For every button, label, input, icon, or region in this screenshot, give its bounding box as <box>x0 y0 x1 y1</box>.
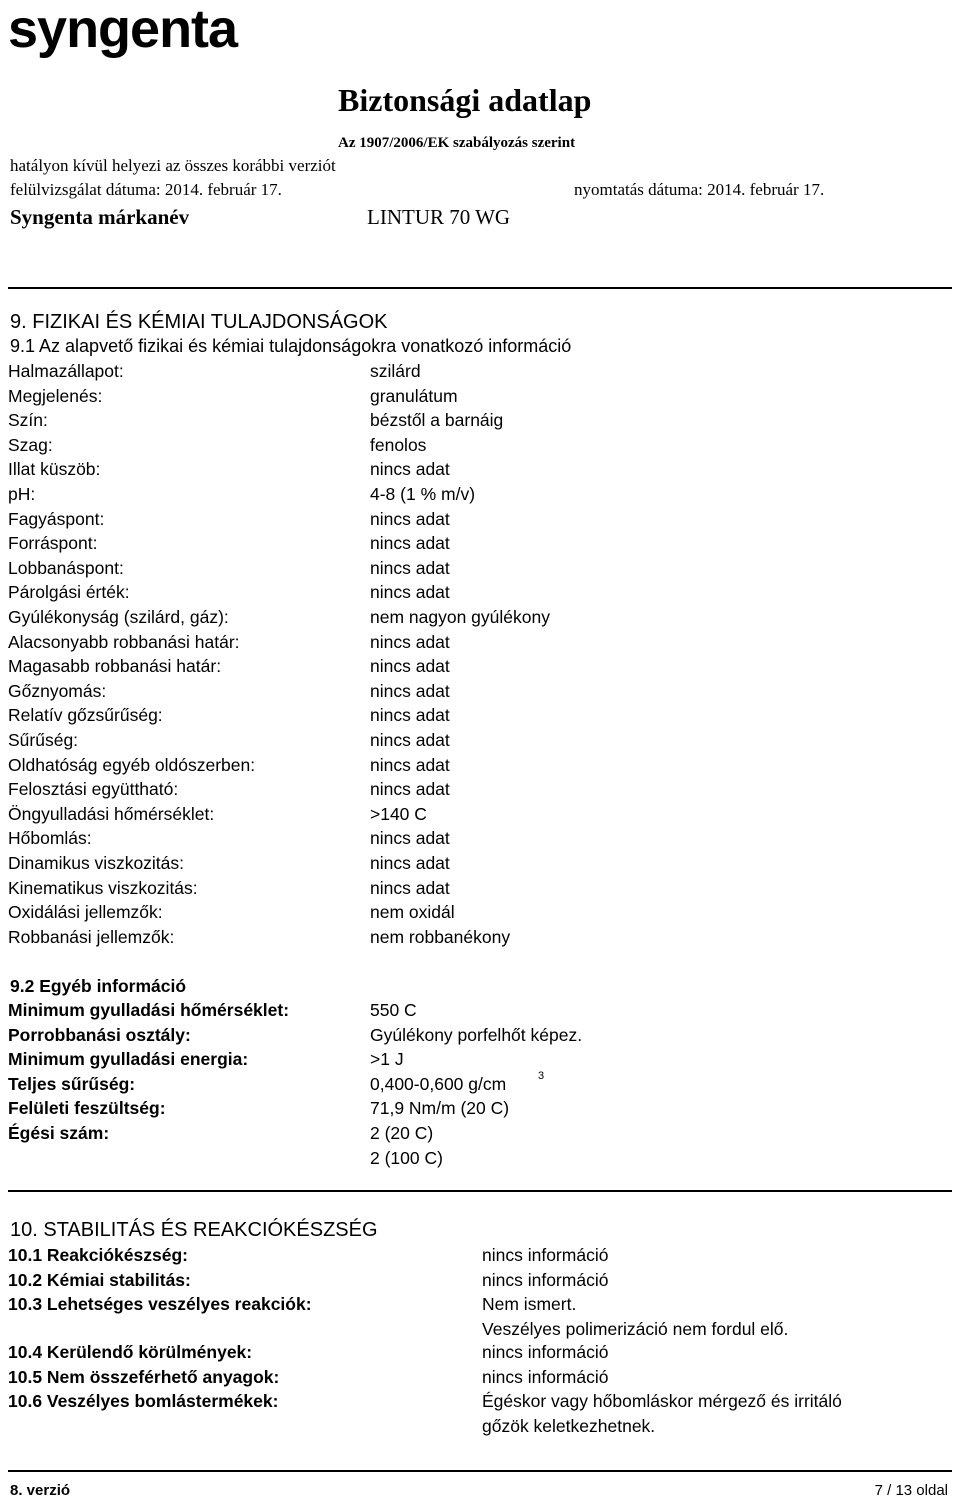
property-label: Felosztási együttható: <box>8 779 179 800</box>
stability-row <box>8 1245 948 1269</box>
property-label: Alacsonyabb robbanási határ: <box>8 631 240 652</box>
property-value: 550 C <box>370 1000 417 1020</box>
product-name: LINTUR 70 WG <box>367 205 511 229</box>
property-value: nincs adat <box>370 828 450 849</box>
property-label: Szag: <box>8 434 53 455</box>
property-label: Öngyulladási hőmérséklet: <box>8 803 215 824</box>
syngenta-logo: syngenta <box>8 0 238 59</box>
other-info-row <box>8 1025 948 1049</box>
property-row <box>8 902 948 926</box>
property-label: Fagyáspont: <box>8 508 105 529</box>
property-value: nincs adat <box>370 877 450 898</box>
property-label: Megjelenés: <box>8 385 103 406</box>
property-label: Robbanási jellemzők: <box>8 926 175 947</box>
property-row <box>8 361 948 385</box>
other-info-row <box>8 1000 948 1024</box>
section-divider <box>8 1190 952 1192</box>
property-value: nincs adat <box>370 680 450 701</box>
regulation-reference: Az 1907/2006/EK szabályozás szerint <box>338 135 576 151</box>
property-label: pH: <box>8 484 36 504</box>
other-info-row <box>8 1069 948 1098</box>
property-label: 10.1 Reakciókészség: <box>8 1245 188 1265</box>
property-row <box>8 730 948 754</box>
other-info-row <box>8 1098 948 1122</box>
section-9-title: 9. FIZIKAI ÉS KÉMIAI TULAJDONSÁGOK <box>10 311 388 333</box>
property-value: Nem ismert. <box>482 1294 577 1314</box>
property-value: 4-8 (1 % m/v) <box>370 484 476 504</box>
property-label: 10.4 Kerülendő körülmények: <box>8 1342 253 1362</box>
property-value: nem robbanékony <box>370 926 511 947</box>
property-row <box>8 705 948 729</box>
property-label: Felületi feszültség: <box>8 1098 166 1119</box>
property-label: Hőbomlás: <box>8 828 92 849</box>
property-label: Kinematikus viszkozitás: <box>8 877 198 898</box>
property-label: Teljes sűrűség: <box>8 1073 136 1094</box>
property-row <box>8 558 948 582</box>
property-label: Párolgási érték: <box>8 582 130 603</box>
property-label: Relatív gőzsűrűség: <box>8 705 163 726</box>
property-value: nincs adat <box>370 656 450 677</box>
property-value: nincs adat <box>370 582 450 603</box>
property-value: bézstől a barnáig <box>370 410 504 431</box>
page-number: 7 / 13 oldal <box>874 1482 948 1499</box>
property-value: nincs adat <box>370 459 450 480</box>
supersedes-note: hatályon kívül helyezi az összes korábbi verziót <box>10 156 336 175</box>
section-9-1-subtitle: 9.1 Az alapvető fizikai és kémiai tulajdonságokra vonatkozó információ <box>10 336 572 356</box>
property-value-line2: 2 (100 C) <box>370 1147 443 1168</box>
property-value: szilárd <box>370 361 421 381</box>
property-value: Égéskor vagy hőbomláskor mérgező és irritáló <box>482 1391 842 1411</box>
property-row <box>8 582 948 606</box>
property-label: 10.2 Kémiai stabilitás: <box>8 1270 191 1290</box>
stability-value-line2: gőzök keletkezhetnek. <box>482 1415 656 1436</box>
other-info-row <box>8 1123 948 1147</box>
revision-date: felülvizsgálat dátuma: 2014. február 17. <box>10 180 282 199</box>
property-value: >1 J <box>370 1049 404 1070</box>
property-value: 0,400-0,600 g/cm <box>370 1073 507 1094</box>
property-row <box>8 878 948 902</box>
property-label: Magasabb robbanási határ: <box>8 656 222 677</box>
property-value: nincs adat <box>370 557 450 578</box>
property-row <box>8 927 948 951</box>
brand-label: Syngenta márkanév <box>10 205 190 229</box>
property-value: nincs adat <box>370 779 450 800</box>
stability-row <box>8 1342 948 1366</box>
property-row <box>8 632 948 656</box>
property-label: Gyúlékonyság (szilárd, gáz): <box>8 607 229 627</box>
property-value: 2 (20 C) <box>370 1123 434 1143</box>
property-value: fenolos <box>370 434 427 455</box>
section-9-2-title: 9.2 Egyéb információ <box>10 976 187 996</box>
property-value: nincs adat <box>370 730 450 750</box>
property-label: Oldhatóság egyéb oldószerben: <box>8 754 256 775</box>
property-row <box>8 779 948 803</box>
property-value: nem oxidál <box>370 902 455 923</box>
property-value: nincs adat <box>370 508 450 529</box>
stability-row <box>8 1294 948 1318</box>
property-row <box>8 435 948 459</box>
stability-value-line2: Veszélyes polimerizáció nem fordul elő. <box>482 1318 789 1339</box>
property-label: 10.3 Lehetséges veszélyes reakciók: <box>8 1294 312 1314</box>
property-label: Szín: <box>8 410 48 431</box>
property-row <box>8 853 948 877</box>
property-row <box>8 681 948 705</box>
property-row <box>8 656 948 680</box>
property-value: >140 C <box>370 803 427 824</box>
property-label: Égési szám: <box>8 1123 110 1143</box>
print-date: nyomtatás dátuma: 2014. február 17. <box>574 180 825 199</box>
property-row <box>8 804 948 828</box>
property-value: nincs információ <box>482 1245 609 1265</box>
property-value: 71,9 Nm/m (20 C) <box>370 1098 510 1119</box>
section-10-title: 10. STABILITÁS ÉS REAKCIÓKÉSZSÉG <box>10 1219 378 1241</box>
unit-exponent: 3 <box>538 1069 545 1082</box>
footer-divider <box>8 1470 952 1472</box>
property-row <box>8 509 948 533</box>
property-label: 10.5 Nem összeférhető anyagok: <box>8 1367 280 1387</box>
property-row <box>8 459 948 483</box>
property-label: Halmazállapot: <box>8 361 124 381</box>
property-label: 10.6 Veszélyes bomlástermékek: <box>8 1391 279 1411</box>
header-divider <box>8 287 952 289</box>
property-value: nincs adat <box>370 754 450 775</box>
property-row <box>8 828 948 852</box>
property-value: nincs információ <box>482 1367 609 1387</box>
stability-row <box>8 1270 948 1294</box>
property-value: nincs információ <box>482 1270 609 1290</box>
document-title: Biztonsági adatlap <box>338 82 592 118</box>
property-label: Lobbanáspont: <box>8 557 124 578</box>
version-label: 8. verzió <box>10 1482 71 1499</box>
property-label: Dinamikus viszkozitás: <box>8 853 185 873</box>
property-row <box>8 410 948 434</box>
property-value: nem nagyon gyúlékony <box>370 607 550 627</box>
property-value: nincs adat <box>370 631 450 652</box>
property-label: Oxidálási jellemzők: <box>8 902 163 923</box>
other-info-row <box>8 1049 948 1073</box>
property-row <box>8 484 948 508</box>
stability-row <box>8 1391 948 1415</box>
stability-row <box>8 1367 948 1391</box>
property-row <box>8 755 948 779</box>
property-row <box>8 533 948 557</box>
property-value: granulátum <box>370 385 458 406</box>
property-row <box>8 386 948 410</box>
property-value: nincs információ <box>482 1342 609 1362</box>
property-label: Sűrűség: <box>8 730 79 750</box>
property-value: nincs adat <box>370 853 450 873</box>
property-value: nincs adat <box>370 705 450 726</box>
property-label: Forráspont: <box>8 533 98 554</box>
property-label: Gőznyomás: <box>8 680 107 701</box>
property-value: nincs adat <box>370 533 450 554</box>
property-value: Gyúlékony porfelhőt képez. <box>370 1024 583 1045</box>
property-row <box>8 607 948 631</box>
property-label: Illat küszöb: <box>8 459 101 480</box>
property-label: Minimum gyulladási hőmérséklet: <box>8 1000 290 1020</box>
property-label: Minimum gyulladási energia: <box>8 1049 249 1070</box>
property-label: Porrobbanási osztály: <box>8 1024 191 1045</box>
